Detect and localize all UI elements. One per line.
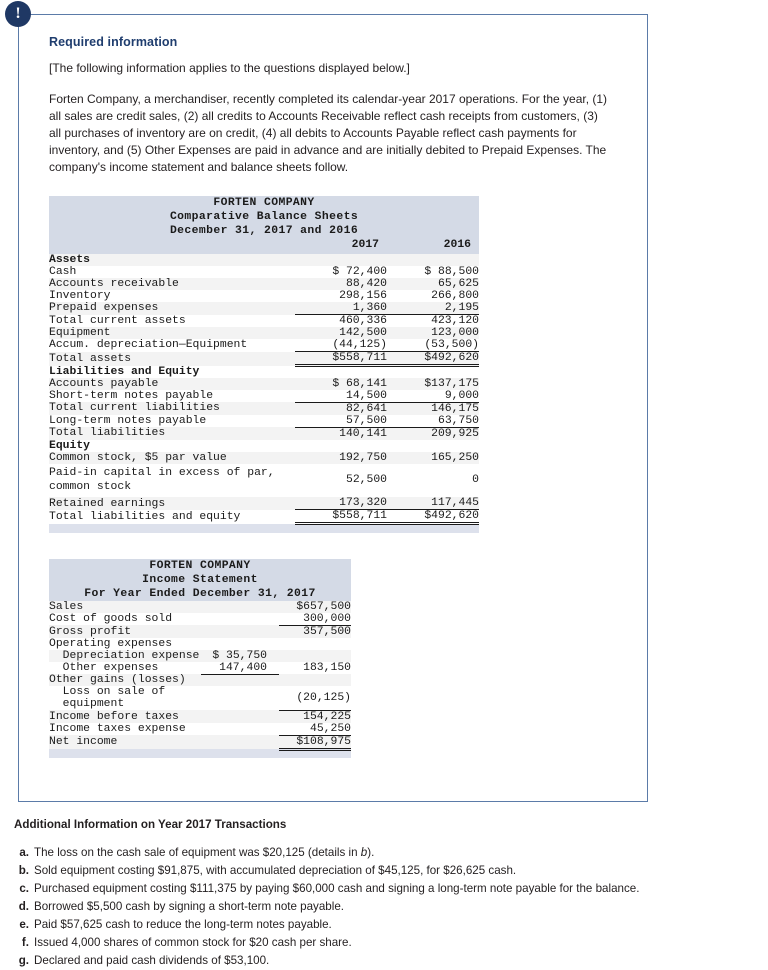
income-statement-table: [49, 559, 351, 759]
table-row: [49, 378, 479, 390]
bs-value-2016: 9,000: [387, 390, 479, 403]
bs-row-label: Retained earnings: [49, 497, 295, 510]
table-row: [49, 735, 351, 749]
bs-row-label: Accounts receivable: [49, 278, 295, 290]
is-value-detail: $ 35,750: [201, 650, 279, 662]
is-value-total: 183,150: [279, 662, 351, 675]
bs-row-label: Accounts payable: [49, 378, 295, 390]
list-item-key: f.: [21, 935, 29, 949]
bs-row-label: Total liabilities and equity: [49, 510, 295, 524]
bs-value-2016: [387, 440, 479, 452]
bs-value-2017: 173,320: [295, 497, 387, 510]
bs-footer-strip: [49, 524, 479, 533]
list-item: [14, 899, 714, 915]
list-item-text: Issued 4,000 shares of common stock for $20 cash per share.: [34, 935, 352, 949]
is-row-label: Other expenses: [49, 662, 201, 675]
bs-value-2016: $137,175: [387, 378, 479, 390]
bs-value-2017: $ 68,141: [295, 378, 387, 390]
bs-value-2016: [387, 254, 479, 266]
table-row: [49, 266, 479, 278]
bs-value-2017: [295, 366, 387, 378]
additional-info-list: [14, 845, 714, 969]
table-row: [49, 366, 479, 378]
bs-value-2016: 2,195: [387, 302, 479, 315]
bs-row-label: Total liabilities: [49, 427, 295, 440]
list-item: [14, 917, 714, 933]
table-row: [49, 302, 479, 315]
table-row: [49, 352, 479, 366]
bs-row-label: Assets: [49, 254, 295, 266]
bs-value-2017: (44,125): [295, 339, 387, 352]
bracket-note: [The following information applies to the questions displayed below.]: [49, 61, 410, 75]
is-value-total: $108,975: [279, 735, 351, 749]
table-row: [49, 723, 351, 736]
italic-ref: b: [360, 846, 368, 859]
bs-row-label: Cash: [49, 266, 295, 278]
additional-info-title: Additional Information on Year 2017 Transactions: [14, 818, 287, 831]
is-row-label: Income taxes expense: [49, 723, 201, 736]
is-row-label: Operating expenses: [49, 638, 201, 650]
bs-value-2016: [387, 366, 479, 378]
bs-value-2016: $492,620: [387, 352, 479, 366]
panel-body: [18, 14, 648, 802]
list-item: [14, 935, 714, 951]
bs-row-label: Equipment: [49, 327, 295, 339]
is-value-detail: [201, 638, 279, 650]
bs-value-2016: 266,800: [387, 290, 479, 302]
table-row: [49, 613, 351, 626]
bs-value-2016: (53,500): [387, 339, 479, 352]
bs-row-label: Total assets: [49, 352, 295, 366]
exclamation-icon: !: [5, 1, 31, 27]
is-value-detail: 147,400: [201, 662, 279, 675]
bs-value-2017: $558,711: [295, 352, 387, 366]
table-row: [49, 464, 479, 498]
bs-row-label: Inventory: [49, 290, 295, 302]
table-row: [49, 440, 479, 452]
is-row-label: Income before taxes: [49, 710, 201, 723]
bs-value-2017: 14,500: [295, 390, 387, 403]
comparative-balance-sheets-table: [49, 196, 479, 533]
table-row: [49, 686, 351, 710]
table-row: [49, 390, 479, 403]
is-row-label: Other gains (losses): [49, 674, 201, 686]
is-row-label: Depreciation expense: [49, 649, 200, 662]
bs-value-2017: 1,360: [295, 302, 387, 315]
additional-information-section: [14, 818, 714, 969]
list-item-text: Purchased equipment costing $111,375 by paying $60,000 cash and signing a long-term note payable for the balance.: [34, 881, 640, 895]
list-item-key: a.: [19, 846, 29, 859]
table-row: [49, 662, 351, 675]
bs-value-2016: 423,120: [387, 315, 479, 328]
bs-value-2017: 88,420: [295, 278, 387, 290]
table-row: [49, 638, 351, 650]
table-row: [49, 601, 351, 613]
list-item: [14, 881, 714, 897]
bs-header-company: FORTEN COMPANY: [49, 196, 479, 210]
bs-value-2016: 146,175: [387, 402, 479, 415]
is-footer-strip: [49, 749, 351, 758]
bs-value-2017: 142,500: [295, 327, 387, 339]
bs-value-2017: 298,156: [295, 290, 387, 302]
scenario-text: Forten Company, a merchandiser, recently completed its calendar-year 2017 operations. For the year, (1) all sales are credit sales, (2) all credits to Accounts Receivable reflect cash receipts from customers, (3) all purchases of inventory are on credit, (4) all debits to Accounts Payable reflect cash payments for inventory, and (5) Other Expenses are paid in advance and are initially debited to Prepaid Expenses. The company's income statement and balance sheets follow.: [49, 92, 608, 175]
is-row-label: Net income: [49, 735, 201, 749]
is-value-detail: [201, 625, 279, 638]
list-item-key: b.: [18, 863, 29, 877]
bs-row-label: Common stock, $5 par value: [49, 452, 295, 464]
bs-value-2017: 52,500: [295, 464, 387, 498]
list-item: [14, 863, 714, 879]
table-row: [49, 625, 351, 638]
is-row-label: Sales: [49, 601, 201, 613]
table-row: [49, 452, 479, 464]
is-header-statement: Income Statement: [49, 573, 351, 587]
list-item-key: d.: [18, 899, 29, 913]
list-item-key: c.: [19, 881, 29, 895]
bs-value-2016: 0: [387, 464, 479, 498]
is-value-total: $657,500: [279, 601, 351, 613]
required-information-panel: [15, 5, 648, 802]
bs-value-2017: [295, 254, 387, 266]
is-header-period: For Year Ended December 31, 2017: [49, 587, 351, 601]
table-row: [49, 254, 479, 266]
bs-value-2016: 165,250: [387, 452, 479, 464]
is-header-company: FORTEN COMPANY: [49, 559, 351, 573]
bs-value-2016: $ 88,500: [387, 266, 479, 278]
is-value-detail: [201, 710, 279, 723]
list-item-text: Declared and paid cash dividends of $53,100.: [34, 953, 270, 967]
list-item-text: Sold equipment costing $91,875, with accumulated depreciation of $45,125, for $26,625 cash.: [34, 863, 517, 877]
bs-value-2017: 82,641: [295, 402, 387, 415]
is-value-total: (20,125): [279, 686, 351, 710]
is-value-total: [279, 674, 351, 686]
list-item-text: Paid $57,625 cash to reduce the long-term notes payable.: [34, 917, 332, 931]
bs-row-label: Total current assets: [49, 315, 295, 328]
is-row-label: Cost of goods sold: [49, 613, 201, 626]
table-row: [49, 510, 479, 524]
page-title: Required information: [49, 35, 178, 49]
is-row-label: Loss on sale of equipment: [49, 686, 201, 710]
bs-value-2016: 63,750: [387, 415, 479, 428]
is-value-total: 154,225: [279, 710, 351, 723]
bs-row-label: Paid-in capital in excess of par, common stock: [49, 464, 295, 498]
is-value-total: 45,250: [279, 723, 351, 736]
is-value-detail: [201, 723, 279, 736]
table-row: [49, 278, 479, 290]
is-value-detail: [201, 686, 279, 710]
bs-row-label: Short-term notes payable: [49, 390, 295, 403]
bs-value-2016: $492,620: [387, 510, 479, 524]
bs-value-2016: 209,925: [387, 427, 479, 440]
bs-value-2017: $ 72,400: [295, 266, 387, 278]
table-row: [49, 327, 479, 339]
bs-value-2016: 65,625: [387, 278, 479, 290]
bs-column-headers: [49, 238, 479, 254]
is-value-total: 357,500: [279, 625, 351, 638]
bs-col-2017: 2017: [295, 238, 387, 254]
table-row: [49, 315, 479, 328]
table-row: [49, 650, 351, 662]
bs-row-label: Total current liabilities: [49, 402, 295, 415]
table-row: [49, 497, 479, 510]
bs-value-2017: [295, 440, 387, 452]
is-value-detail: [201, 601, 279, 613]
is-value-total: [279, 650, 351, 662]
list-item: [14, 845, 714, 861]
bs-value-2017: 192,750: [295, 452, 387, 464]
bs-value-2017: 140,141: [295, 427, 387, 440]
is-value-total: 300,000: [279, 613, 351, 626]
table-row: [49, 415, 479, 428]
list-item-key: g.: [18, 953, 29, 967]
bs-col-2016: 2016: [387, 238, 479, 254]
is-row-label: Gross profit: [49, 625, 201, 638]
is-value-total: [279, 638, 351, 650]
list-item-key: e.: [19, 917, 29, 931]
bs-row-label: Accum. depreciation—Equipment: [49, 339, 295, 352]
table-row: [49, 710, 351, 723]
list-item: [14, 953, 714, 969]
table-row: [49, 402, 479, 415]
table-gap: [49, 533, 621, 559]
is-value-detail: [201, 674, 279, 686]
bs-header-period: December 31, 2017 and 2016: [49, 224, 479, 238]
bs-row-label: Prepaid expenses: [49, 302, 295, 315]
bs-value-2017: $558,711: [295, 510, 387, 524]
bs-value-2016: 117,445: [387, 497, 479, 510]
bs-row-label: Liabilities and Equity: [49, 366, 295, 378]
is-value-detail: [201, 613, 279, 626]
bs-row-label: Long-term notes payable: [49, 415, 295, 428]
table-row: [49, 290, 479, 302]
table-row: [49, 339, 479, 352]
is-value-detail: [201, 735, 279, 749]
bs-value-2016: 123,000: [387, 327, 479, 339]
bs-value-2017: 57,500: [295, 415, 387, 428]
bs-row-label: Equity: [49, 440, 295, 452]
bs-header-statement: Comparative Balance Sheets: [49, 210, 479, 224]
list-item-text: Borrowed $5,500 cash by signing a short-term note payable.: [34, 899, 344, 913]
list-item-text: The loss on the cash sale of equipment was $20,125 (details in b).: [34, 846, 375, 859]
table-row: [49, 427, 479, 440]
table-row: [49, 674, 351, 686]
bs-value-2017: 460,336: [295, 315, 387, 328]
